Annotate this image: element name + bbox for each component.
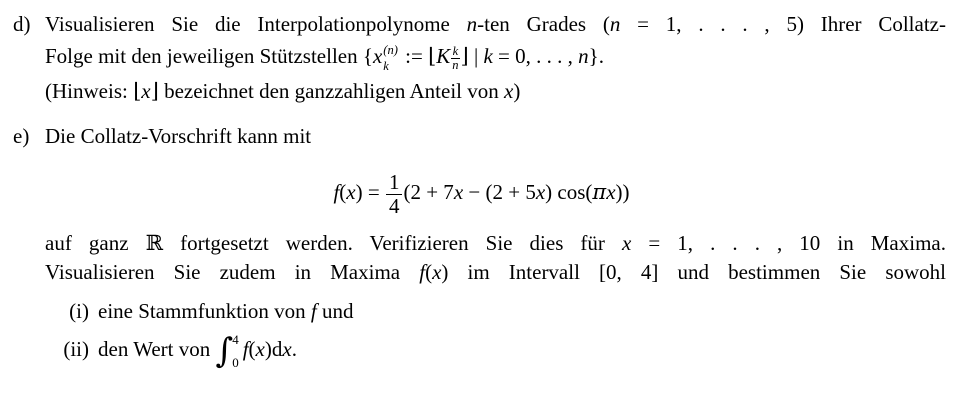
text-run: ) = [355, 180, 385, 204]
math-var-x: x [606, 180, 616, 204]
math-real-numbers-symbol: ℝ [145, 231, 164, 255]
text-run: }. [588, 44, 604, 68]
fraction-denominator: n [452, 57, 459, 72]
text-run: . [291, 337, 297, 361]
item-e-line-3 [45, 258, 946, 287]
item-e-body [45, 121, 946, 370]
math-var-x: x [282, 337, 292, 361]
math-var-x: x [621, 231, 632, 255]
integral-lower-limit: 0 [232, 354, 239, 370]
text-run: = 1, . . . , 10 in Maxima. [631, 231, 946, 255]
math-var-x: x [432, 260, 442, 284]
math-fraction-k-n [451, 45, 459, 72]
text-run: -ten Grades ( [477, 12, 610, 36]
item-d-label: d) [13, 12, 31, 36]
sub-item-ii-label: (ii) [63, 337, 89, 361]
math-var-f: f [333, 180, 340, 204]
item-d-line-2 [45, 39, 946, 74]
item-e-line-2 [45, 229, 946, 258]
text-run: fortgesetzt werden. Verifizieren Sie dies für [163, 231, 622, 255]
fraction-denominator: 4 [386, 194, 403, 218]
math-sup-n: (n) [383, 43, 398, 58]
text-run: = 0, . . . , [492, 44, 579, 68]
item-d-line-3 [45, 74, 946, 109]
text-run: (2 + 7 [403, 180, 454, 204]
text-run: ( [425, 260, 433, 284]
sub-item-i [45, 297, 946, 325]
text-run: auf ganz [45, 231, 146, 255]
item-d [13, 9, 946, 109]
math-var-n: n [609, 12, 621, 36]
text-run: )) [615, 180, 630, 204]
math-supsub-xkn [383, 44, 398, 72]
math-var-f: f [310, 299, 317, 323]
math-var-f: f [419, 260, 426, 284]
text-run: = 1, . . . , 5) Ihrer Collatz- [620, 12, 946, 36]
lfloor-symbol: ⌊ [428, 44, 437, 68]
text-run: und [316, 299, 354, 323]
math-var-x: x [372, 44, 383, 68]
math-var-n: n [578, 44, 589, 68]
math-var-K: K [436, 44, 451, 68]
lfloor-symbol: ⌊ [133, 79, 142, 103]
text-run: Visualisieren Sie zudem in Maxima [45, 260, 420, 284]
item-e-paragraph [45, 229, 946, 287]
sub-item-i-text [98, 297, 354, 325]
fraction-numerator: k [452, 43, 459, 58]
sub-item-ii [45, 328, 946, 370]
item-e [13, 121, 946, 370]
text-run: ( [339, 180, 347, 204]
rfloor-symbol: ⌋ [150, 79, 159, 103]
item-d-body [45, 9, 946, 109]
math-var-x: x [535, 180, 546, 204]
text-run: ( [248, 337, 256, 361]
math-fraction-1-4 [386, 171, 403, 218]
item-e-label: e) [13, 124, 30, 148]
math-var-x: x [504, 79, 514, 103]
item-d-line-1 [45, 9, 946, 39]
math-var-f: f [242, 337, 249, 361]
text-run: bezeichnet den ganzzahligen Anteil von [158, 79, 505, 103]
math-differential-d: d [271, 337, 283, 361]
math-var-x: x [346, 180, 356, 204]
sub-item-i-label: (i) [69, 299, 89, 323]
text-run: Visualisieren Sie die Interpolationpolynome [45, 12, 467, 36]
item-e-sublist [45, 297, 946, 370]
text-run: Folge mit den jeweiligen Stützstellen { [45, 44, 373, 68]
text-run: den Wert von [98, 337, 216, 361]
text-run: ) im Intervall [0, 4] und bestimmen Sie sowohl [441, 260, 946, 284]
math-var-x: x [255, 337, 265, 361]
math-bar-symbol: | [468, 44, 484, 68]
text-run: eine Stammfunktion von [98, 299, 311, 323]
math-pi-symbol: π [592, 180, 607, 204]
integral-upper-limit: 4 [232, 331, 239, 347]
fraction-numerator: 1 [388, 169, 400, 194]
text-run: − (2 + 5 [463, 180, 536, 204]
rfloor-symbol: ⌋ [460, 44, 469, 68]
math-var-k: k [483, 44, 493, 68]
text-run: ) [264, 337, 272, 361]
math-var-x: x [453, 180, 464, 204]
integral-limits [232, 331, 239, 370]
sub-item-ii-text [98, 328, 297, 370]
math-sub-k: k [383, 59, 389, 74]
math-var-x: x [141, 79, 151, 103]
text-run: ) [513, 79, 521, 103]
text-run: (Hinweis: [45, 79, 134, 103]
integral-symbol: ∫ [215, 331, 234, 371]
item-e-intro: Die Collatz-Vorschrift kann mit [45, 124, 312, 148]
math-assign-symbol: := [399, 44, 429, 68]
math-var-n: n [466, 12, 478, 36]
text-run: ) cos( [545, 180, 593, 204]
display-formula [45, 166, 946, 218]
